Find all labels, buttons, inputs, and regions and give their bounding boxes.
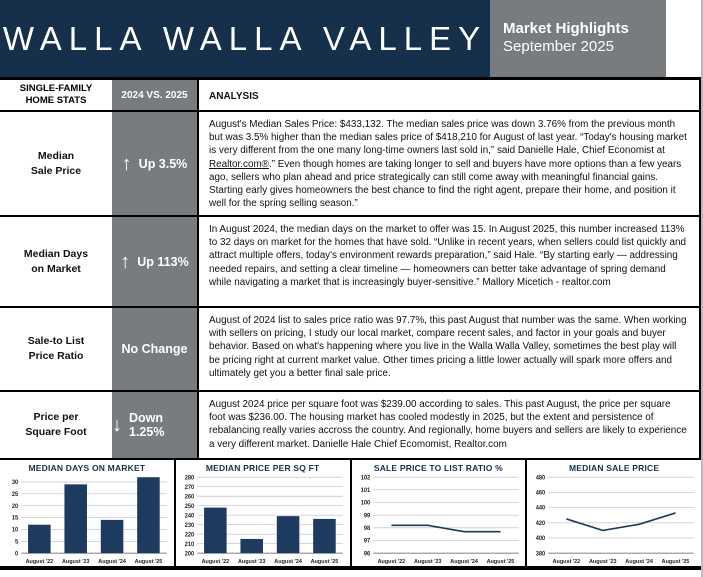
svg-text:August '24: August '24 — [98, 558, 126, 565]
chart-sale-price-to-list-ratio — [352, 460, 528, 566]
svg-text:200: 200 — [184, 551, 194, 558]
chart-median-days-on-market — [0, 460, 176, 566]
svg-text:August '25: August '25 — [310, 558, 339, 565]
change-badge-sale-to-list — [112, 308, 197, 392]
svg-text:August '22: August '22 — [377, 558, 405, 565]
svg-text:240: 240 — [184, 513, 194, 520]
svg-text:August '22: August '22 — [201, 558, 229, 565]
svg-text:August '23: August '23 — [237, 558, 266, 565]
svg-text:260: 260 — [184, 494, 194, 501]
stat-line1: Median — [37, 149, 75, 162]
chart-median-sale-price — [527, 460, 701, 566]
line-chart-sale-to-list — [352, 474, 526, 566]
change-text: No Change — [121, 342, 188, 356]
highlights-title: Market Highlights — [503, 20, 629, 38]
analysis-price-per-sqft: August 2024 price per square foot was $239.00 according to sales. This past August, the price per square foot was $236.00. The housing market has cooled modestly in 2025, but the extent and persistence of rebalancing really varies accross the country. And regionally, home buyers and sellers are likely to experience a very different market. Danielle Hale Chief Ecomomist, Realtor.com — [197, 392, 701, 460]
change-text: Up 3.5% — [138, 156, 188, 171]
change-badge-median-days — [112, 217, 197, 308]
svg-text:August '25: August '25 — [661, 558, 690, 565]
svg-text:100: 100 — [360, 500, 370, 507]
column-header-analysis: ANALYSIS — [197, 80, 701, 112]
svg-text:20: 20 — [11, 503, 19, 510]
stat-line1: Sale-to List — [27, 335, 85, 348]
bottom-rule — [0, 566, 701, 570]
svg-text:15: 15 — [11, 515, 19, 522]
page-title: WALLA WALLA VALLEY — [2, 19, 488, 57]
analysis-sale-to-list: August of 2024 list to sales price ratio was 97.7%, this past August that number was the same. When working with sellers on pricing, I study our local market, compare recent sales, and factor in your goals and buyer behavior. Based on what's happening where you live in the Walla Walla Valley, sometimes the best play will be pricing right at current market value. Other times pricing a little lower actually will spark more offers and ultimately get you a better final sale price. — [197, 308, 701, 392]
change-badge-median-sale-price — [112, 112, 197, 217]
stat-line2: on Market — [31, 262, 81, 275]
change-text: Up 113% — [137, 254, 189, 269]
analysis-median-sale-price — [197, 112, 701, 217]
stat-line2: Price Ratio — [28, 350, 84, 362]
analysis-text-pre: August's Median Sales Price: $433,132. The median sales price was down 3.76% from the previous month but was 3.5% higher than the median sales price of $418,210 for August of last year. “Today's housing market is very different from the one many long-time owners last sold in,” said Danielle Hale, Chief Economist at — [209, 119, 687, 157]
svg-text:0: 0 — [15, 551, 19, 558]
home-stats-line1: SINGLE-FAMILY — [19, 82, 93, 94]
svg-text:210: 210 — [184, 541, 194, 548]
stat-line1: Median Days — [23, 247, 89, 260]
svg-text:99: 99 — [363, 513, 370, 520]
svg-text:98: 98 — [363, 525, 370, 533]
svg-text:August '25: August '25 — [134, 558, 163, 565]
svg-text:10: 10 — [11, 527, 19, 534]
chart-median-price-per-sqft — [176, 460, 352, 566]
svg-text:August '23: August '23 — [589, 558, 617, 565]
stat-label-median-sale-price — [0, 112, 112, 217]
svg-text:August '22: August '22 — [552, 558, 581, 565]
header-banner — [0, 0, 490, 77]
svg-text:460: 460 — [536, 490, 546, 497]
up-arrow-icon: ↑ — [120, 250, 131, 273]
home-stats-line2: HOME STATS — [25, 95, 87, 106]
page-header — [0, 0, 701, 80]
svg-text:101: 101 — [360, 487, 370, 495]
svg-text:270: 270 — [184, 484, 194, 491]
highlights-subtitle: September 2025 — [503, 38, 614, 56]
svg-text:97: 97 — [363, 538, 370, 545]
header-spacer — [666, 0, 701, 77]
realtor-com-link[interactable]: Realtor.com® — [209, 158, 269, 170]
bar-chart-price-per-sqft — [176, 474, 350, 566]
up-arrow-icon: ↑ — [121, 152, 132, 175]
svg-text:August '24: August '24 — [274, 558, 302, 565]
bar-chart-median-days — [0, 474, 174, 566]
down-arrow-icon: ↓ — [112, 414, 122, 436]
svg-text:August '25: August '25 — [486, 558, 514, 565]
svg-text:480: 480 — [536, 475, 546, 482]
chart-title: MEDIAN DAYS ON MARKET — [28, 463, 146, 473]
stat-line1: Price per — [33, 411, 79, 424]
svg-text:102: 102 — [360, 475, 370, 482]
svg-text:220: 220 — [184, 532, 194, 539]
svg-text:August '24: August '24 — [625, 558, 654, 565]
svg-text:August '23: August '23 — [61, 558, 90, 565]
chart-title: MEDIAN SALE PRICE — [568, 463, 660, 473]
svg-text:30: 30 — [11, 479, 19, 487]
svg-text:96: 96 — [363, 551, 370, 558]
column-header-home-stats — [0, 80, 112, 112]
svg-text:420: 420 — [536, 520, 546, 527]
change-text: Down 1.25% — [129, 411, 165, 439]
charts-row — [0, 460, 701, 566]
chart-title: MEDIAN PRICE PER SQ FT — [205, 463, 320, 473]
change-badge-price-per-sqft — [112, 392, 197, 460]
svg-text:25: 25 — [11, 491, 19, 498]
svg-text:380: 380 — [536, 551, 546, 558]
svg-text:250: 250 — [184, 503, 194, 510]
analysis-median-days: In August 2024, the median days on the market to offer was 15. In August 2025, this number increased 113% to 32 days on market for the homes that have sold. “Unlike in recent years, when sellers could list quickly and attract multiple offers, today's environment rewards preparation,” said Hale. “By starting early — addressing needed repairs, and setting a clear timeline — homeowners can better take advantage of spring demand while navigating a market that is increasingly buyer-sensitive.” Mallory Micetich - realtor.com — [197, 217, 701, 308]
svg-text:440: 440 — [536, 505, 546, 512]
svg-text:August '24: August '24 — [449, 558, 478, 565]
svg-text:400: 400 — [536, 535, 546, 543]
stat-label-median-days-on-market — [0, 217, 112, 308]
stat-line2: Square Foot — [25, 426, 87, 438]
svg-text:August '22: August '22 — [25, 558, 54, 565]
svg-text:280: 280 — [184, 475, 194, 482]
svg-text:230: 230 — [184, 522, 194, 529]
stat-label-sale-to-list-ratio — [0, 308, 112, 392]
svg-text:August '23: August '23 — [413, 558, 442, 565]
analysis-text-post: .” Even though homes are taking longer to sell and buyers have more options than a few years ago, sellers who plan ahead and price strategically can still come away with meaningful financial gains. Starting early gives homeowners the best chance to find the right agent, prepare their home, and position it well for the spring selling season.” — [209, 158, 682, 210]
stats-table — [0, 80, 701, 460]
column-header-comparison: 2024 VS. 2025 — [112, 80, 197, 112]
stat-line2: Sale Price — [30, 164, 82, 177]
chart-title: SALE PRICE TO LIST RATIO % — [373, 463, 503, 473]
svg-text:5: 5 — [15, 539, 19, 546]
market-highlights-box — [490, 0, 666, 77]
stat-label-price-per-sqft — [0, 392, 112, 460]
line-chart-median-sale-price — [527, 474, 701, 566]
